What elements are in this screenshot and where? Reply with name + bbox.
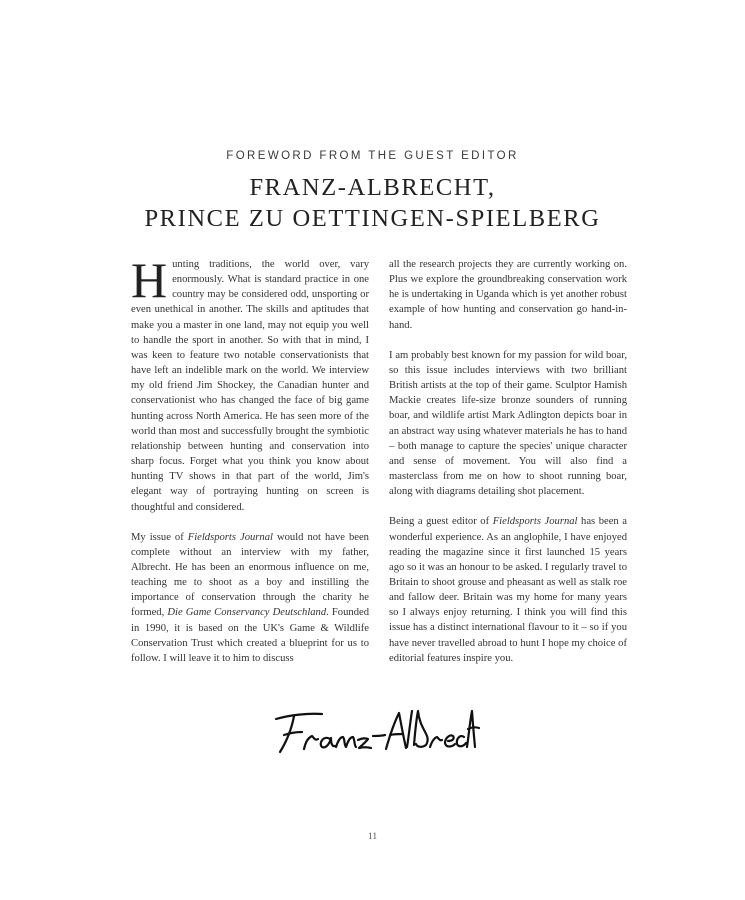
page-title: [0, 172, 745, 234]
paragraph-text: Being a guest editor of: [389, 516, 493, 528]
title-line-1: FRANZ-ALBRECHT,: [249, 174, 496, 201]
paragraph: [389, 514, 627, 666]
paragraph-text: has been a wonderful experience. As an anglophile, I have enjoyed reading the magazine since it first launched 15 years ago so it was an honour to be asked. I regularly travel to Britain to shoot grouse and pheasant as well as stalk roe and fallow deer. Britain was my home for many years so I always enjoy returning. I think you will find this issue has a distinct international flavour to it – so if you have never travelled abroad to hunt I hope my choice of editorial features inspire you.: [389, 516, 627, 664]
magazine-title: Fieldsports Journal: [492, 516, 578, 528]
charity-name: Die Game Conservancy Deutschland: [167, 607, 327, 619]
magazine-title: Fieldsports Journal: [187, 531, 273, 543]
paragraph-text: would not have been complete without an interview with my father, Albrecht. He has been an enormous influence on me, teaching me to shoot as a boy and instilling the importance of conservation through the charity he formed,: [131, 531, 369, 619]
title-line-2: PRINCE ZU OETTINGEN-SPIELBERG: [144, 205, 601, 232]
left-column: [131, 252, 369, 681]
paragraph: [131, 530, 369, 666]
paragraph-text: My issue of: [131, 531, 188, 543]
paragraph-text: . Founded in 1990, it is based on the UK's Game & Wildlife Conservation Trust which created a blueprint for us to follow. I will leave it to him to discuss: [131, 607, 369, 664]
paragraph: [131, 252, 369, 515]
paragraph-text: unting traditions, the world over, vary enormously. What is standard practice in one country may be considered odd, unsporting or even unethical in another. The skills and aptitudes that make you a master in one land, may not equip you well to handle the sport in another. So with that in mind, I was keen to feature two notable conservationists that have left an indelible mark on the world. We interview my old friend Jim Shockey, the Canadian hunter and conservationist who has changed the face of big game hunting across North America. He has seen more of the world than most and successfully brought the symbiotic relationship between hunting and conservation into sharp focus. Forget what you think you know about hunting TV shows in that part of the world, Jim's elegant way of portraying hunting on screen is thoughtful and considered.: [131, 259, 369, 513]
paragraph: all the research projects they are currently working on. Plus we explore the groundbreaking conservation work he is undertaking in Uganda which is yet another robust example of how hunting and conservation go hand-in-hand.: [389, 259, 627, 331]
right-column: [389, 257, 627, 681]
section-kicker: FOREWORD FROM THE GUEST EDITOR: [226, 150, 519, 162]
page-number: 11: [367, 832, 378, 842]
drop-cap: H: [131, 252, 168, 308]
paragraph: I am probably best known for my passion for wild boar, so this issue includes interviews with two brilliant British artists at the top of their game. Sculptor Hamish Mackie creates life-size bronze sounders of running boar, and wildlife artist Mark Adlington depicts boar in an abstract way using whatever materials he has to hand – both manage to capture the species' unique character and sense of movement. You will also find a masterclass from me on how to shoot running boar, along with diagrams detailing shot placement.: [389, 349, 627, 498]
signature-image: [270, 705, 480, 760]
signature: [270, 705, 480, 765]
